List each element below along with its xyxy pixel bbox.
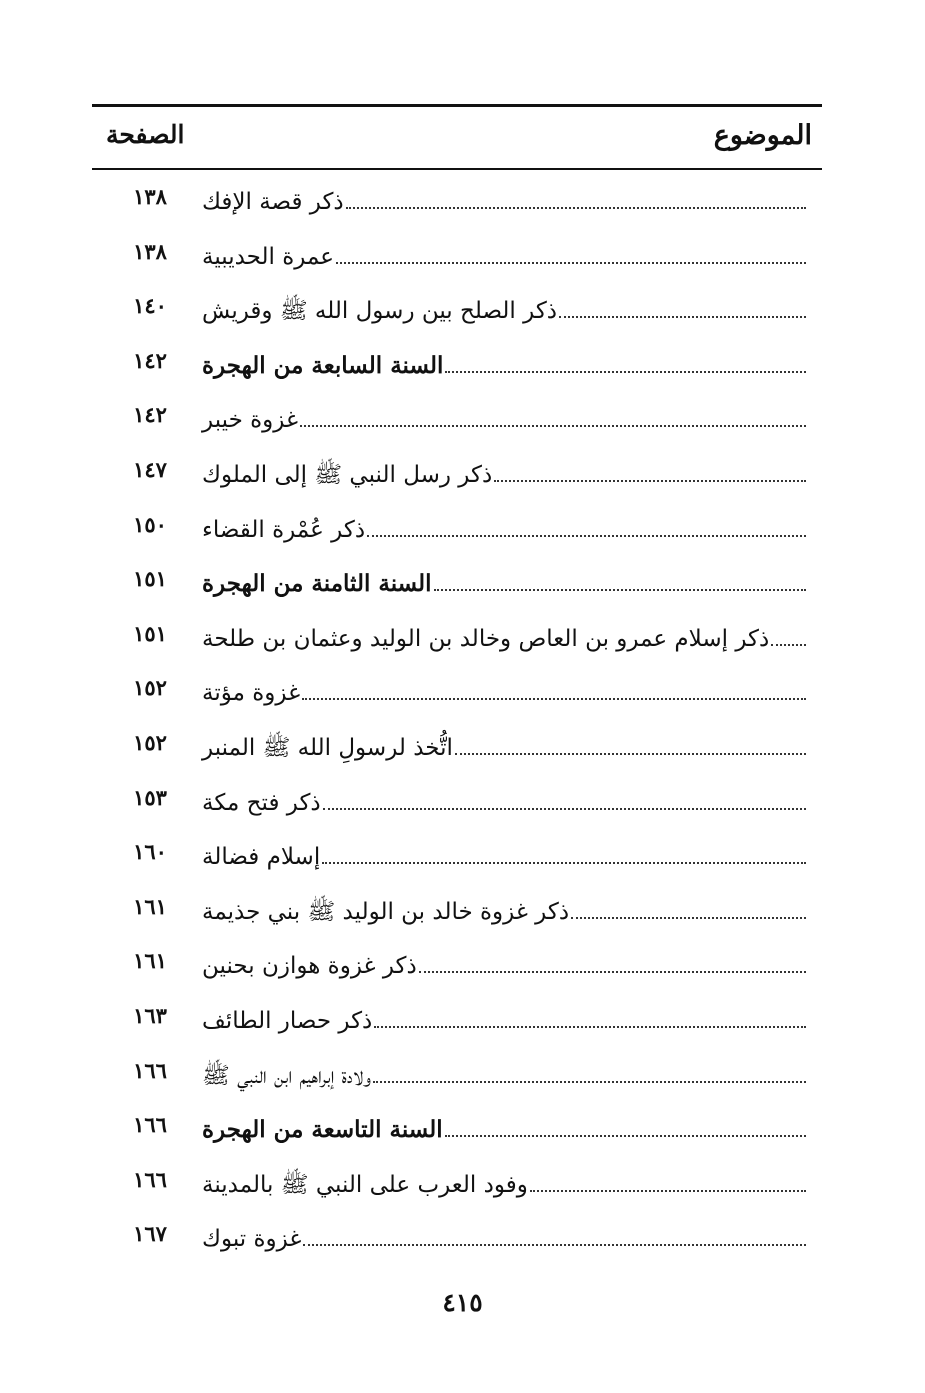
page-column-heading: الصفحة — [106, 120, 185, 149]
toc-entry-title: ذكر الصلح بين رسول الله ﷺ وقريش — [202, 298, 558, 325]
header-bottom-rule — [92, 168, 822, 170]
dot-leader — [303, 1244, 806, 1246]
dot-leader — [302, 698, 806, 700]
toc-entry-line — [202, 1054, 812, 1092]
toc-entry-page-number: ١٦١ — [133, 948, 167, 974]
toc-entry-title: ذكر إسلام عمرو بن العاص وخالد بن الوليد وعثمان بن طلحة — [202, 625, 770, 652]
header-top-rule — [92, 104, 822, 107]
toc-entry-page-number: ١٦١ — [133, 893, 167, 919]
toc-entry-page-number: ١٥٢ — [133, 729, 167, 755]
toc-entry-line — [202, 781, 812, 819]
toc-section-heading: السنة الثامنة من الهجرة — [202, 570, 432, 598]
topic-column-heading: الموضوع — [713, 120, 812, 151]
toc-entry — [92, 283, 822, 338]
toc-section-heading: السنة السابعة من الهجرة — [202, 351, 444, 379]
toc-entry — [92, 556, 822, 611]
toc-entry-line — [202, 726, 812, 764]
toc-entry — [92, 229, 822, 284]
toc-entry-line — [202, 835, 812, 873]
toc-entry-title: وفود العرب على النبي ﷺ بالمدينة — [202, 1171, 528, 1198]
toc-section-heading: السنة التاسعة من الهجرة — [202, 1116, 443, 1144]
toc-entry-page-number: ١٦٣ — [133, 1002, 167, 1028]
toc-entry-title: غزوة خيبر — [202, 407, 298, 434]
toc-entry-line — [202, 180, 812, 218]
dot-leader — [559, 316, 806, 318]
dot-leader — [455, 753, 806, 755]
toc-entry — [92, 392, 822, 447]
toc-entry — [92, 1102, 822, 1157]
toc-entry-title: ذكر حصار الطائف — [202, 1007, 373, 1034]
toc-entry — [92, 1211, 822, 1266]
toc-entry-title: اتُّخذ لرسولِ الله ﷺ المنبر — [202, 734, 453, 761]
toc-entry-title: ذكر عُمْرة القضاء — [202, 516, 366, 543]
dot-leader — [419, 971, 806, 973]
toc-entry-title: عمرة الحديبية — [202, 243, 335, 270]
dot-leader — [445, 1135, 806, 1137]
toc-entry — [92, 665, 822, 720]
toc-entry — [92, 174, 822, 229]
toc-entry-title: غزوة مؤتة — [202, 680, 301, 707]
toc-entry — [92, 993, 822, 1048]
toc-entry-line — [202, 617, 812, 655]
toc-entry-line — [202, 999, 812, 1037]
dot-leader — [374, 1026, 806, 1028]
toc-entry-page-number: ١٥٣ — [133, 784, 167, 810]
toc-entry — [92, 884, 822, 939]
toc-entry-page-number: ١٥١ — [133, 620, 167, 646]
dot-leader — [300, 425, 806, 427]
page-number: ٤١٥ — [442, 1288, 483, 1317]
toc-entry — [92, 611, 822, 666]
toc-entry-page-number: ١٦٦ — [133, 1112, 167, 1138]
toc-entry-page-number: ١٤٠ — [133, 293, 167, 319]
dot-leader — [323, 808, 806, 810]
toc-entry-line — [202, 890, 812, 928]
toc-entry-line — [202, 1108, 812, 1146]
dot-leader — [494, 480, 806, 482]
toc-entry-line — [202, 1163, 812, 1201]
dot-leader — [322, 862, 806, 864]
toc-entry-page-number: ١٥٠ — [133, 511, 167, 537]
toc-entry-line — [202, 235, 812, 273]
dot-leader — [336, 262, 806, 264]
toc-entry-page-number: ١٤٢ — [133, 402, 167, 428]
toc-entry-title: ذكر رسل النبي ﷺ إلى الملوك — [202, 461, 493, 488]
toc-header — [92, 116, 822, 160]
toc-entry — [92, 502, 822, 557]
toc-entry-page-number: ١٦٦ — [133, 1057, 167, 1083]
toc-entry-title: إسلام فضالة — [202, 844, 321, 871]
dot-leader — [367, 535, 806, 537]
toc-entry-page-number: ١٤٢ — [133, 347, 167, 373]
toc-entry — [92, 775, 822, 830]
toc-entry-line — [202, 289, 812, 327]
toc-entry-page-number: ١٣٨ — [133, 184, 167, 209]
toc-entry-page-number: ١٥٢ — [133, 675, 167, 701]
toc-entry-line — [202, 1217, 812, 1255]
toc-entry — [92, 447, 822, 502]
toc-entry-line — [202, 944, 812, 982]
dot-leader — [445, 371, 806, 373]
toc-entry-title: ذكر غزوة خالد بن الوليد ﷺ بني جذيمة — [202, 898, 570, 925]
toc-list — [92, 174, 822, 1266]
toc-entry-line — [202, 398, 812, 436]
toc-entry-page-number: ١٣٨ — [133, 238, 167, 264]
toc-entry-page-number: ١٥١ — [133, 566, 167, 592]
toc-entry-title: غزوة تبوك — [202, 1226, 302, 1253]
toc-entry-line — [202, 671, 812, 709]
toc-entry-line — [202, 453, 812, 491]
toc-entry — [92, 1157, 822, 1212]
toc-entry — [92, 338, 822, 393]
dot-leader — [346, 207, 806, 209]
toc-entry-title: ولادة إبراهيم ابن النبي ﷺ — [202, 1062, 372, 1089]
toc-entry-title: ذكر غزوة هوازن بحنين — [202, 953, 417, 980]
toc-entry-line — [202, 562, 812, 600]
dot-leader — [434, 589, 806, 591]
toc-entry — [92, 1048, 822, 1103]
dot-leader — [771, 644, 806, 646]
toc-entry-page-number: ١٦٦ — [133, 1166, 167, 1192]
toc-entry-line — [202, 344, 812, 382]
toc-entry — [92, 938, 822, 993]
toc-entry-title: ذكر قصة الإفك — [202, 189, 344, 215]
toc-entry-line — [202, 508, 812, 546]
toc-entry-page-number: ١٤٧ — [133, 456, 167, 482]
dot-leader — [373, 1081, 806, 1083]
toc-entry-page-number: ١٦٧ — [133, 1221, 167, 1247]
toc-entry-page-number: ١٦٠ — [133, 839, 167, 865]
dot-leader — [530, 1190, 806, 1192]
toc-entry — [92, 829, 822, 884]
toc-entry — [92, 720, 822, 775]
dot-leader — [571, 917, 806, 919]
toc-entry-title: ذكر فتح مكة — [202, 789, 321, 816]
